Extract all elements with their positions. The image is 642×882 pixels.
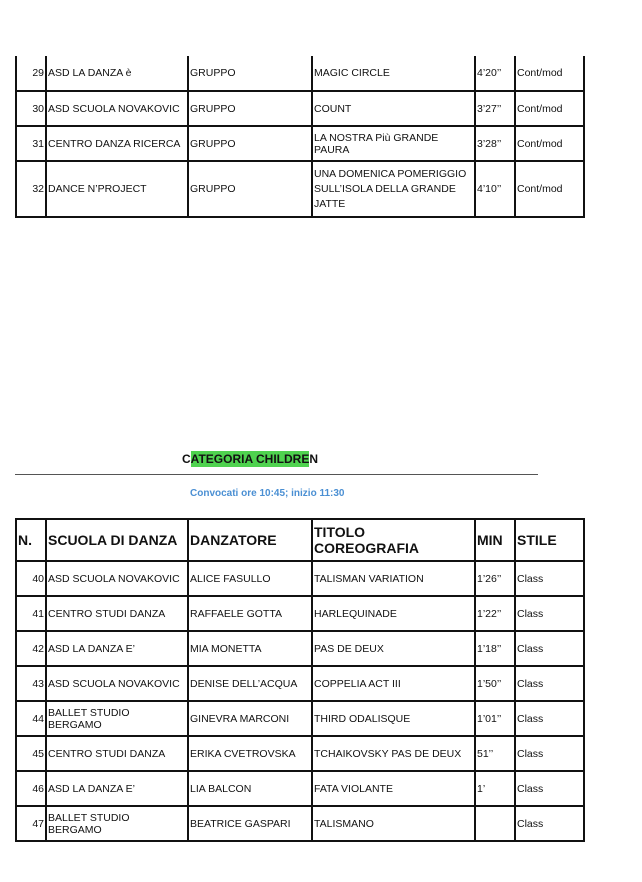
dancer-cell: GRUPPO	[188, 161, 312, 217]
school-cell: CENTRO STUDI DANZA	[46, 736, 188, 771]
choreography-title-cell: TCHAIKOVSKY PAS DE DEUX	[312, 736, 475, 771]
table-row	[16, 631, 584, 666]
style-cell: Class	[515, 631, 584, 666]
table-row	[16, 126, 584, 161]
schedule-note: Convocati ore 10:45; inizio 11:30	[190, 488, 345, 499]
table-row	[16, 806, 584, 841]
duration-cell: 1’	[475, 771, 515, 806]
header-title: TITOLO COREOGRAFIA	[312, 519, 475, 561]
choreography-title-cell: COPPELIA ACT III	[312, 666, 475, 701]
table-row	[16, 561, 584, 596]
header-number: N.	[16, 519, 46, 561]
school-cell: ASD SCUOLA NOVAKOVIC	[46, 91, 188, 126]
entry-number: 41	[16, 596, 46, 631]
dancer-cell: GINEVRA MARCONI	[188, 701, 312, 736]
choreography-title-cell: LA NOSTRA Più GRANDE PAURA	[312, 126, 475, 161]
table-row	[16, 91, 584, 126]
group-performances-table	[15, 56, 585, 218]
school-cell: BALLET STUDIO BERGAMO	[46, 701, 188, 736]
choreography-title-cell: TALISMANO	[312, 806, 475, 841]
entry-number: 43	[16, 666, 46, 701]
dancer-cell: GRUPPO	[188, 91, 312, 126]
duration-cell: 3’28’’	[475, 126, 515, 161]
school-cell: CENTRO DANZA RICERCA	[46, 126, 188, 161]
table-row	[16, 736, 584, 771]
choreography-title-cell: COUNT	[312, 91, 475, 126]
entry-number: 40	[16, 561, 46, 596]
header-dancer: DANZATORE	[188, 519, 312, 561]
entry-number: 31	[16, 126, 46, 161]
style-cell: Class	[515, 596, 584, 631]
duration-cell: 4’10’’	[475, 161, 515, 217]
style-cell: Class	[515, 736, 584, 771]
choreography-title-cell: FATA VIOLANTE	[312, 771, 475, 806]
table-row	[16, 701, 584, 736]
style-cell: Cont/mod	[515, 161, 584, 217]
style-cell: Class	[515, 666, 584, 701]
school-cell: ASD LA DANZA E’	[46, 631, 188, 666]
table-header-row	[16, 519, 584, 561]
school-cell: ASD LA DANZA è	[46, 56, 188, 91]
table-row	[16, 161, 584, 217]
entry-number: 46	[16, 771, 46, 806]
table-row	[16, 56, 584, 91]
style-cell: Class	[515, 701, 584, 736]
dancer-cell: BEATRICE GASPARI	[188, 806, 312, 841]
choreography-title-cell: PAS DE DEUX	[312, 631, 475, 666]
entry-number: 29	[16, 56, 46, 91]
dancer-cell: RAFFAELE GOTTA	[188, 596, 312, 631]
choreography-title-cell: HARLEQUINADE	[312, 596, 475, 631]
duration-cell: 1’18’’	[475, 631, 515, 666]
entry-number: 44	[16, 701, 46, 736]
table-row	[16, 666, 584, 701]
style-cell: Cont/mod	[515, 56, 584, 91]
category-title: CATEGORIA CHILDREN	[182, 452, 319, 466]
dancer-cell: ALICE FASULLO	[188, 561, 312, 596]
entry-number: 42	[16, 631, 46, 666]
choreography-title-cell: UNA DOMENICA POMERIGGIO SULL’ISOLA DELLA GRANDE JATTE	[312, 161, 475, 217]
choreography-title-cell: MAGIC CIRCLE	[312, 56, 475, 91]
dancer-cell: LIA BALCON	[188, 771, 312, 806]
school-cell: ASD SCUOLA NOVAKOVIC	[46, 666, 188, 701]
table-row	[16, 771, 584, 806]
dancer-cell: DENISE DELL’ACQUA	[188, 666, 312, 701]
duration-cell: 1’01’’	[475, 701, 515, 736]
duration-cell: 1’50’’	[475, 666, 515, 701]
duration-cell: 4’20’’	[475, 56, 515, 91]
header-school: SCUOLA DI DANZA	[46, 519, 188, 561]
school-cell: ASD LA DANZA E’	[46, 771, 188, 806]
school-cell: BALLET STUDIO BERGAMO	[46, 806, 188, 841]
children-category-table	[15, 518, 585, 842]
duration-cell: 3’27’’	[475, 91, 515, 126]
entry-number: 45	[16, 736, 46, 771]
entry-number: 47	[16, 806, 46, 841]
duration-cell: 1’26’’	[475, 561, 515, 596]
choreography-title-cell: TALISMAN VARIATION	[312, 561, 475, 596]
dancer-cell: ERIKA CVETROVSKA	[188, 736, 312, 771]
dancer-cell: MIA MONETTA	[188, 631, 312, 666]
style-cell: Class	[515, 771, 584, 806]
duration-cell: 51’’	[475, 736, 515, 771]
duration-cell: 1’22’’	[475, 596, 515, 631]
entry-number: 32	[16, 161, 46, 217]
style-cell: Class	[515, 561, 584, 596]
table-row	[16, 596, 584, 631]
dancer-cell: GRUPPO	[188, 56, 312, 91]
divider	[15, 474, 538, 475]
header-style: STILE	[515, 519, 584, 561]
entry-number: 30	[16, 91, 46, 126]
school-cell: CENTRO STUDI DANZA	[46, 596, 188, 631]
duration-cell	[475, 806, 515, 841]
dancer-cell: GRUPPO	[188, 126, 312, 161]
style-cell: Class	[515, 806, 584, 841]
header-min: MIN	[475, 519, 515, 561]
style-cell: Cont/mod	[515, 91, 584, 126]
school-cell: DANCE N’PROJECT	[46, 161, 188, 217]
style-cell: Cont/mod	[515, 126, 584, 161]
school-cell: ASD SCUOLA NOVAKOVIC	[46, 561, 188, 596]
choreography-title-cell: THIRD ODALISQUE	[312, 701, 475, 736]
